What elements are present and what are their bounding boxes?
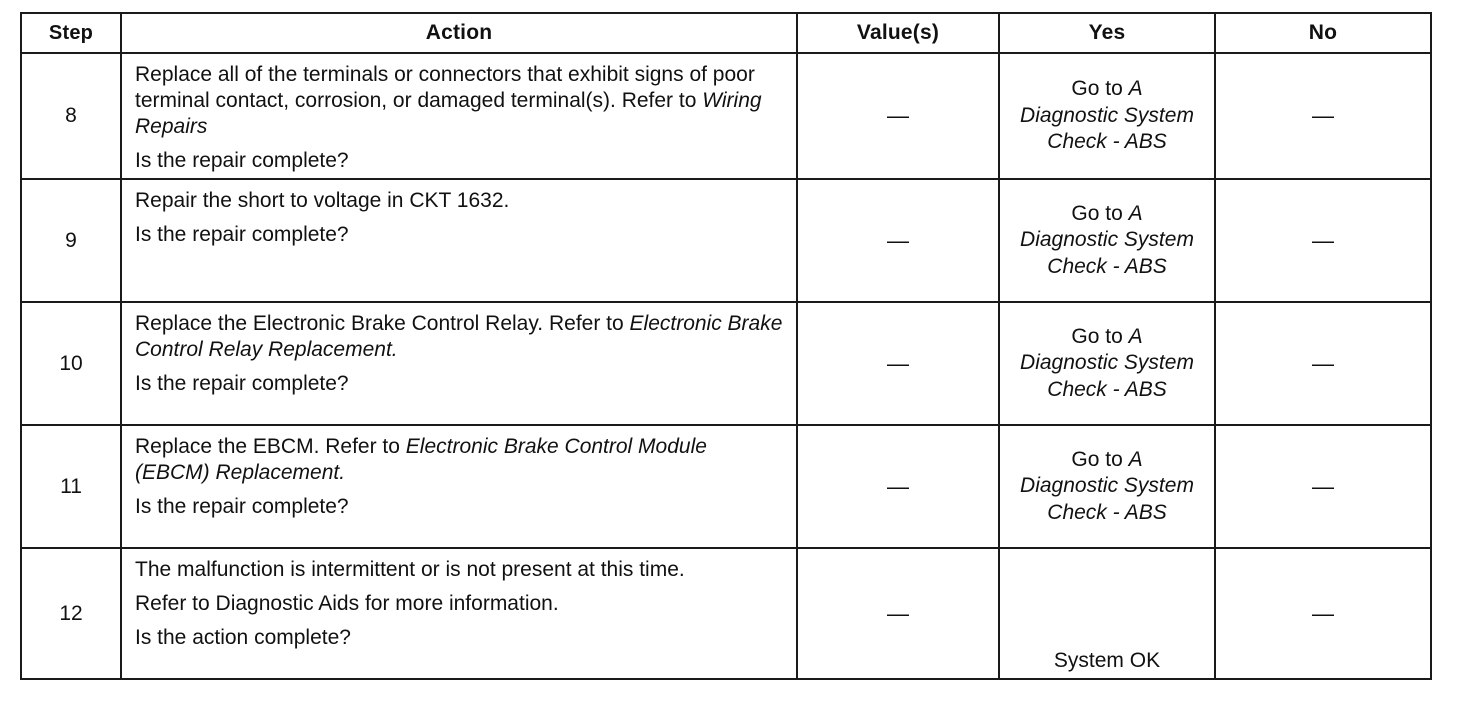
yes-cell bbox=[999, 302, 1215, 425]
yes-cell bbox=[999, 53, 1215, 179]
reference-link: Electronic Brake Control Relay Replacement. bbox=[135, 312, 783, 361]
no-cell: — bbox=[1215, 302, 1431, 425]
values-cell: — bbox=[797, 302, 999, 425]
values-cell: — bbox=[797, 53, 999, 179]
action-line: Replace the EBCM. Refer to bbox=[135, 435, 406, 458]
step-number: 10 bbox=[21, 302, 121, 425]
action-question: Is the repair complete? bbox=[135, 495, 349, 518]
header-action: Action bbox=[121, 13, 797, 53]
yes-reference: A Diagnostic System Check - ABS bbox=[1020, 447, 1194, 524]
action-question: Is the repair complete? bbox=[135, 372, 349, 395]
table-row bbox=[21, 548, 1431, 679]
step-number: 11 bbox=[21, 425, 121, 548]
reference-link: Electronic Brake Control Module (EBCM) Replacement. bbox=[135, 435, 707, 484]
action-question: Is the repair complete? bbox=[135, 149, 349, 172]
no-cell: — bbox=[1215, 425, 1431, 548]
yes-cell bbox=[999, 425, 1215, 548]
header-step: Step bbox=[21, 13, 121, 53]
step-number: 9 bbox=[21, 179, 121, 302]
action-cell bbox=[121, 548, 797, 679]
action-cell bbox=[121, 179, 797, 302]
reference-link: Wiring Repairs bbox=[135, 89, 762, 138]
action-cell bbox=[121, 53, 797, 179]
diagnostic-table bbox=[20, 12, 1432, 680]
values-cell: — bbox=[797, 548, 999, 679]
table-row bbox=[21, 179, 1431, 302]
header-values: Value(s) bbox=[797, 13, 999, 53]
action-text bbox=[135, 311, 784, 363]
action-cell bbox=[121, 425, 797, 548]
action-text bbox=[135, 62, 784, 140]
action-line: Replace all of the terminals or connectors that exhibit signs of poor terminal contact, corrosion, or damaged terminal(s). Refer to bbox=[135, 63, 755, 112]
header-no: No bbox=[1215, 13, 1431, 53]
yes-reference: A Diagnostic System Check - ABS bbox=[1020, 201, 1194, 278]
table-row bbox=[21, 53, 1431, 179]
yes-cell: System OK bbox=[999, 548, 1215, 679]
step-number: 12 bbox=[21, 548, 121, 679]
action-text: The malfunction is intermittent or is not present at this time. bbox=[135, 558, 685, 581]
header-yes: Yes bbox=[999, 13, 1215, 53]
yes-prefix: Go to bbox=[1071, 447, 1129, 471]
yes-prefix: Go to bbox=[1071, 201, 1129, 225]
action-cell bbox=[121, 302, 797, 425]
action-question: Is the repair complete? bbox=[135, 223, 349, 246]
action-text bbox=[135, 434, 784, 486]
action-question: Is the action complete? bbox=[135, 626, 351, 649]
no-cell: — bbox=[1215, 548, 1431, 679]
values-cell: — bbox=[797, 179, 999, 302]
yes-prefix: Go to bbox=[1071, 77, 1129, 101]
table-row bbox=[21, 425, 1431, 548]
action-text: Repair the short to voltage in CKT 1632. bbox=[135, 189, 510, 212]
action-text: Refer to Diagnostic Aids for more information. bbox=[135, 592, 559, 615]
step-number: 8 bbox=[21, 53, 121, 179]
no-cell: — bbox=[1215, 53, 1431, 179]
values-cell: — bbox=[797, 425, 999, 548]
action-line: Replace the Electronic Brake Control Relay. Refer to bbox=[135, 312, 630, 335]
yes-reference: A Diagnostic System Check - ABS bbox=[1020, 77, 1194, 154]
yes-prefix: Go to bbox=[1071, 324, 1129, 348]
yes-cell bbox=[999, 179, 1215, 302]
yes-reference: A Diagnostic System Check - ABS bbox=[1020, 324, 1194, 401]
table-row bbox=[21, 302, 1431, 425]
no-cell: — bbox=[1215, 179, 1431, 302]
table-header-row bbox=[21, 13, 1431, 53]
